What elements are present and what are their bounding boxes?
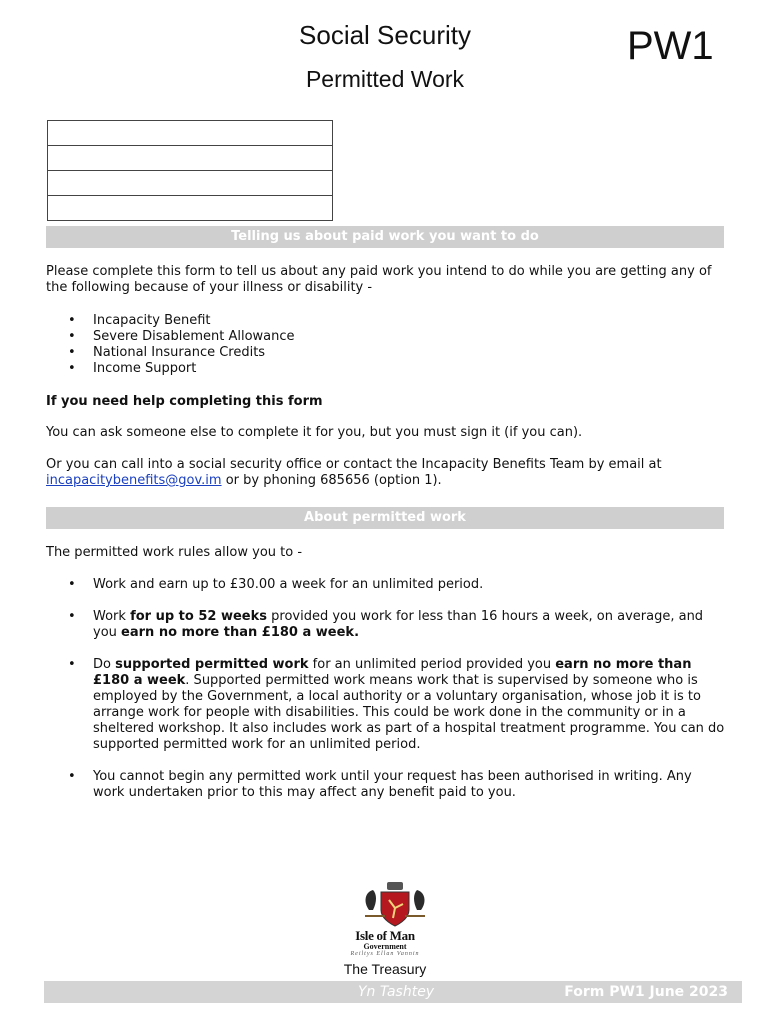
- footer-bar: [44, 981, 742, 1003]
- logo-sub: Government: [363, 942, 407, 951]
- rule-emphasis: supported permitted work: [115, 657, 309, 672]
- list-item: [46, 657, 726, 753]
- footer-middle: Yn Tashtey: [358, 984, 435, 1000]
- logo-motto: Reiltys Ellan Vannin: [350, 951, 420, 957]
- reference-field-2[interactable]: [48, 146, 332, 171]
- page-subtitle: Permitted Work: [305, 66, 465, 92]
- rule-emphasis: earn no more than £180 a week.: [121, 625, 360, 640]
- isle-of-man-crest-icon: [355, 880, 435, 928]
- rules-list: [46, 577, 726, 817]
- email-link[interactable]: incapacitybenefits@gov.im: [46, 473, 222, 488]
- reference-field-3[interactable]: [48, 171, 332, 196]
- rule-text: You cannot begin any permitted work until your request has been authorised in writing. Any work undertaken prior to this may affect any benefit paid to you.: [93, 769, 692, 800]
- footer-form-info: Form PW1 June 2023: [564, 984, 728, 1000]
- form-code: PW1: [627, 24, 714, 68]
- rule-text: . Supported permitted work means work that is supervised by someone who is employed by the Government, a local authority or a voluntary organisation, whose job it is to arrange work for people with disabilities. This could be work done in the community or in a sheltered workshop. It also includes work as part of a hospital treatment programme. You can do supported permitted work for an unlimited period.: [93, 673, 725, 752]
- help-text: You can ask someone else to complete it for you, but you must sign it (if you can).: [46, 425, 583, 440]
- contact-paragraph: [46, 457, 726, 489]
- reference-field-4[interactable]: [48, 196, 332, 220]
- list-item: • Income Support: [46, 361, 726, 377]
- section-heading-paid-work: Telling us about paid work you want to do: [46, 226, 724, 248]
- rule-text: Work: [93, 609, 131, 624]
- list-item: [46, 609, 726, 641]
- reference-field-1[interactable]: [48, 121, 332, 146]
- department-name: The Treasury: [343, 961, 427, 977]
- benefit-list: [46, 313, 726, 377]
- list-item: • Incapacity Benefit: [46, 313, 726, 329]
- list-item: [46, 769, 726, 801]
- rule-emphasis: for up to 52 weeks: [130, 609, 267, 624]
- list-item: • Severe Disablement Allowance: [46, 329, 726, 345]
- contact-phone-text: or by phoning 685656 (option 1).: [221, 473, 442, 488]
- rules-intro: The permitted work rules allow you to -: [46, 545, 303, 560]
- rule-text: Work and earn up to £30.00 a week for an unlimited period.: [93, 577, 484, 592]
- contact-text: Or you can call into a social security office or contact the Incapacity Benefits Team by email at: [46, 457, 662, 472]
- rule-text: for an unlimited period provided you: [308, 657, 556, 672]
- page-title: Social Security: [299, 20, 471, 50]
- list-item: • National Insurance Credits: [46, 345, 726, 361]
- logo-name: Isle of Man: [355, 928, 415, 943]
- rule-text: Do: [93, 657, 116, 672]
- reference-boxes: [47, 120, 333, 221]
- intro-paragraph: Please complete this form to tell us about any paid work you intend to do while you are getting any of the following because of your illness or disability -: [46, 264, 712, 295]
- section-heading-permitted-work: About permitted work: [46, 507, 724, 529]
- help-heading: If you need help completing this form: [46, 394, 323, 409]
- rule-emphasis: earn no more than £180 a week: [93, 657, 692, 688]
- list-item: [46, 577, 726, 593]
- rule-text: provided you work for less than 16 hours a week, on average, and you: [93, 609, 704, 640]
